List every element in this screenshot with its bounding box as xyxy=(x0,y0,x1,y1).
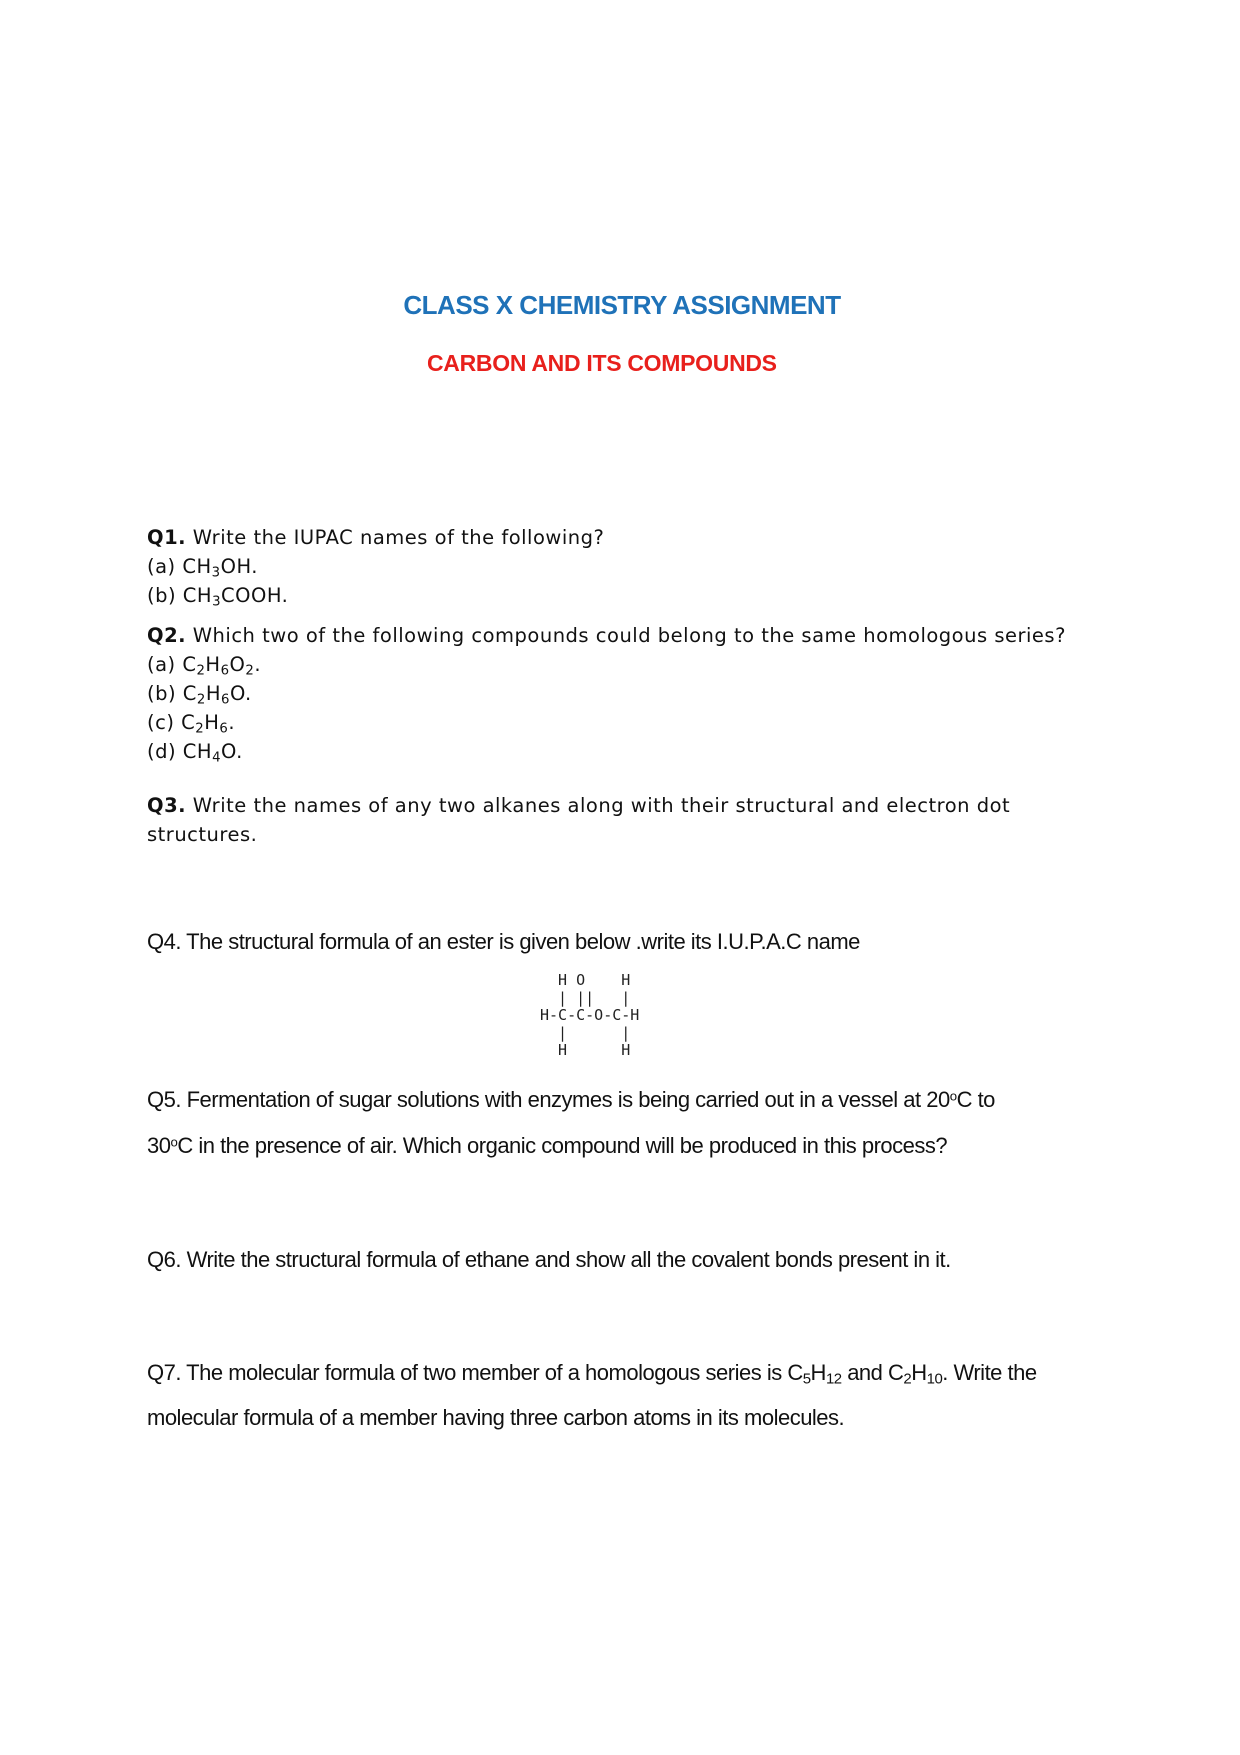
option-a: (a) $C_2H_6O_2$. xyxy=(147,653,262,679)
question-3 xyxy=(147,791,1010,849)
option-b: (b) $CH_3COOH$. xyxy=(147,584,289,610)
question-label: Q2. xyxy=(147,624,187,647)
question-6: Q6. Write the structural formula of ethane and show all the covalent bonds present in it. xyxy=(147,1247,951,1272)
question-text: Write the names of any two alkanes along with their structural and electron dot xyxy=(192,794,1011,817)
question-2 xyxy=(147,621,1066,766)
question-5-line-1: Q5. Fermentation of sugar solutions with enzymes is being carried out in a vessel at 20$^o$C to xyxy=(147,1087,995,1112)
question-label: Q3. xyxy=(147,794,187,817)
option-b: (b) $C_2H_6O$. xyxy=(147,682,252,708)
question-text-continued: structures. xyxy=(147,823,258,846)
question-text: Write the IUPAC names of the following? xyxy=(192,526,605,549)
ester-structure-diagram: H O H | || | H-C-C-O-C-H | | H H xyxy=(540,971,640,1059)
option-c: (c) $C_2H_6$. xyxy=(147,711,236,737)
question-1 xyxy=(147,523,604,610)
question-5-line-2: 30$^o$C in the presence of air. Which organic compound will be produced in this process? xyxy=(147,1133,948,1158)
option-d: (d) $CH_4O$. xyxy=(147,740,243,766)
question-text: Which two of the following compounds could belong to the same homologous series? xyxy=(192,624,1066,647)
page-subtitle: CARBON AND ITS COMPOUNDS xyxy=(427,350,777,376)
option-a: (a) $CH_3OH$. xyxy=(147,555,258,581)
question-4: Q4. The structural formula of an ester is given below .write its I.U.P.A.C name xyxy=(147,929,860,954)
question-7-line-2: molecular formula of a member having three carbon atoms in its molecules. xyxy=(147,1405,845,1430)
page-title: CLASS X CHEMISTRY ASSIGNMENT xyxy=(403,290,841,320)
question-label: Q1. xyxy=(147,526,187,549)
question-7-line-1: Q7. The molecular formula of two member of a homologous series is $C_5H_{12}$ and $C_2H_{10}$. Write the xyxy=(147,1360,1037,1388)
